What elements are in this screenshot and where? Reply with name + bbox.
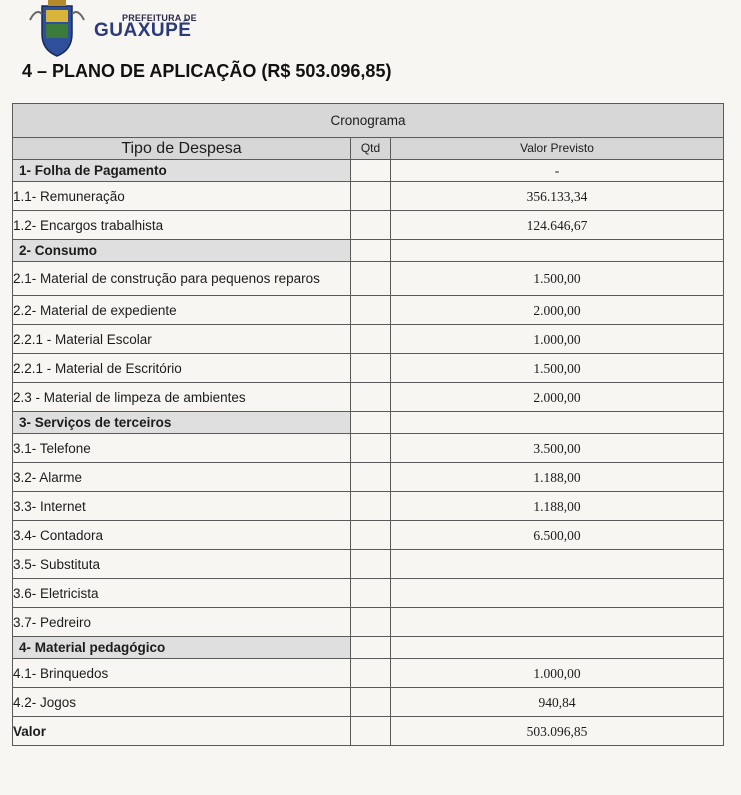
category-row bbox=[13, 160, 724, 182]
plan-title: 4 – PLANO DE APLICAÇÃO (R$ 503.096,85) bbox=[22, 61, 392, 81]
table-row bbox=[13, 354, 724, 383]
category-row bbox=[13, 240, 724, 262]
row-value bbox=[391, 608, 724, 637]
table-row bbox=[13, 182, 724, 211]
table-row bbox=[13, 463, 724, 492]
row-value: 1.188,00 bbox=[391, 492, 724, 521]
row-qty bbox=[351, 463, 391, 492]
row-label: 3.5- Substituta bbox=[13, 550, 351, 579]
row-qty bbox=[351, 182, 391, 211]
table-row bbox=[13, 262, 724, 296]
total-row bbox=[13, 717, 724, 746]
row-qty bbox=[351, 608, 391, 637]
row-value: 1.500,00 bbox=[391, 262, 724, 296]
table-row bbox=[13, 550, 724, 579]
row-label: 3.1- Telefone bbox=[13, 434, 351, 463]
row-label: 3.6- Eletricista bbox=[13, 579, 351, 608]
row-qty bbox=[351, 296, 391, 325]
table-row bbox=[13, 608, 724, 637]
table-row bbox=[13, 325, 724, 354]
table-row bbox=[13, 688, 724, 717]
col-header-value: Valor Previsto bbox=[391, 138, 724, 160]
table-row bbox=[13, 579, 724, 608]
row-value: 1.000,00 bbox=[391, 325, 724, 354]
letterhead bbox=[22, 0, 322, 62]
col-header-qty: Qtd bbox=[351, 138, 391, 160]
table-row bbox=[13, 521, 724, 550]
row-value: 3.500,00 bbox=[391, 434, 724, 463]
table-row bbox=[13, 492, 724, 521]
row-qty bbox=[351, 492, 391, 521]
row-label: 2.3 - Material de limpeza de ambientes bbox=[13, 383, 351, 412]
table-row bbox=[13, 434, 724, 463]
table-row bbox=[13, 383, 724, 412]
category-label: 3- Serviços de terceiros bbox=[13, 412, 351, 434]
row-value: 1.500,00 bbox=[391, 354, 724, 383]
row-value: 1.188,00 bbox=[391, 463, 724, 492]
schedule-table bbox=[12, 103, 724, 746]
category-label: 2- Consumo bbox=[13, 240, 351, 262]
row-qty bbox=[351, 659, 391, 688]
row-value: 6.500,00 bbox=[391, 521, 724, 550]
row-label: 1.2- Encargos trabalhista bbox=[13, 211, 351, 240]
row-qty bbox=[351, 354, 391, 383]
row-value: 940,84 bbox=[391, 688, 724, 717]
row-label: 1.1- Remuneração bbox=[13, 182, 351, 211]
total-qty bbox=[351, 717, 391, 746]
row-value bbox=[391, 579, 724, 608]
row-label: 4.2- Jogos bbox=[13, 688, 351, 717]
coat-of-arms-icon bbox=[22, 0, 92, 58]
row-qty bbox=[351, 550, 391, 579]
category-value: - bbox=[391, 160, 724, 182]
row-label: 3.4- Contadora bbox=[13, 521, 351, 550]
category-value bbox=[391, 412, 724, 434]
prefecture-label: PREFEITURA DE bbox=[122, 13, 197, 23]
row-qty bbox=[351, 383, 391, 412]
row-label: 2.1- Material de construção para pequenos reparos bbox=[13, 262, 351, 296]
category-label: 1- Folha de Pagamento bbox=[13, 160, 351, 182]
row-value bbox=[391, 550, 724, 579]
row-qty bbox=[351, 434, 391, 463]
row-qty bbox=[351, 521, 391, 550]
row-qty bbox=[351, 688, 391, 717]
row-value: 124.646,67 bbox=[391, 211, 724, 240]
row-qty bbox=[351, 262, 391, 296]
row-label: 2.2.1 - Material Escolar bbox=[13, 325, 351, 354]
table-row bbox=[13, 659, 724, 688]
row-label: 3.2- Alarme bbox=[13, 463, 351, 492]
row-value: 2.000,00 bbox=[391, 296, 724, 325]
row-qty bbox=[351, 325, 391, 354]
table-row bbox=[13, 211, 724, 240]
row-value: 1.000,00 bbox=[391, 659, 724, 688]
row-label: 4.1- Brinquedos bbox=[13, 659, 351, 688]
category-value bbox=[391, 240, 724, 262]
category-label: 4- Material pedagógico bbox=[13, 637, 351, 659]
city-name: GUAXUPÉ bbox=[94, 20, 192, 41]
total-label: Valor bbox=[13, 717, 351, 746]
col-header-type: Tipo de Despesa bbox=[13, 138, 351, 160]
table-title: Cronograma bbox=[13, 104, 724, 138]
category-row bbox=[13, 412, 724, 434]
row-value: 356.133,34 bbox=[391, 182, 724, 211]
table-row bbox=[13, 296, 724, 325]
category-row bbox=[13, 637, 724, 659]
category-value bbox=[391, 637, 724, 659]
row-label: 3.3- Internet bbox=[13, 492, 351, 521]
row-label: 2.2.1 - Material de Escritório bbox=[13, 354, 351, 383]
row-value: 2.000,00 bbox=[391, 383, 724, 412]
row-qty bbox=[351, 211, 391, 240]
row-label: 2.2- Material de expediente bbox=[13, 296, 351, 325]
row-qty bbox=[351, 579, 391, 608]
row-label: 3.7- Pedreiro bbox=[13, 608, 351, 637]
total-value: 503.096,85 bbox=[391, 717, 724, 746]
